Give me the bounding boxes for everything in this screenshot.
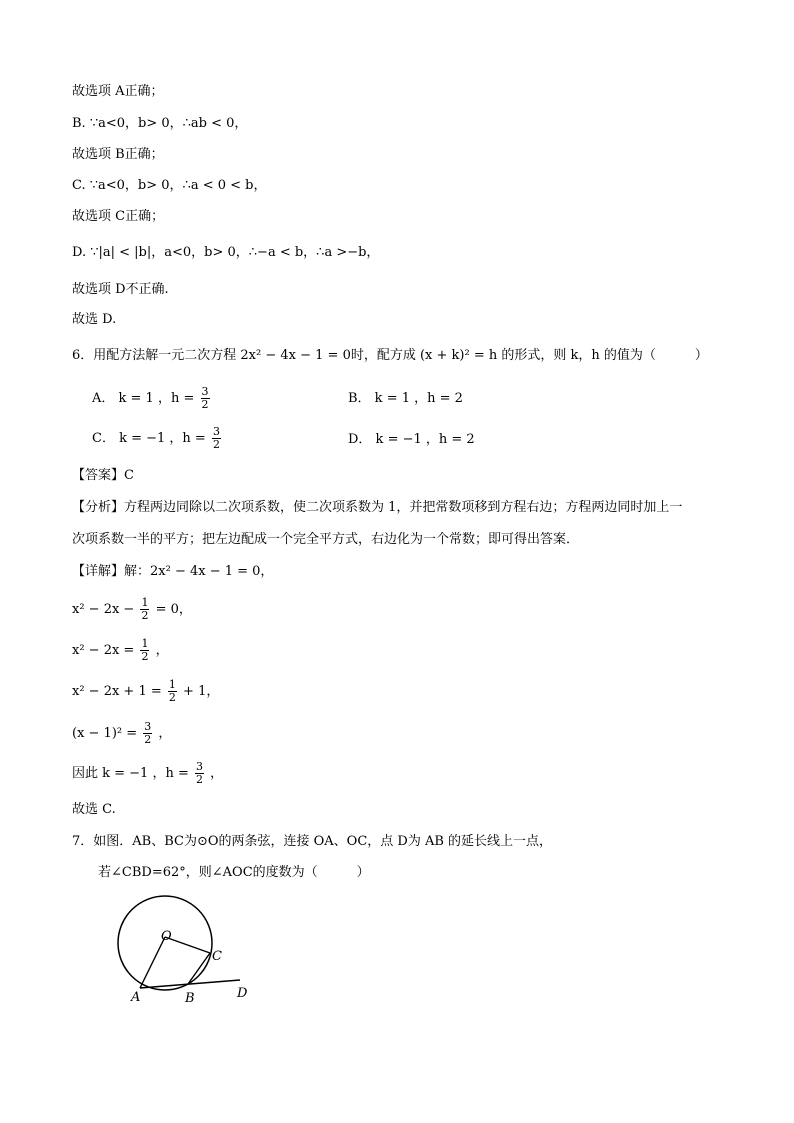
label-d: D bbox=[237, 986, 248, 1001]
text-line: 故选 D. bbox=[72, 312, 117, 327]
fraction: $\frac{3}{2}$ bbox=[212, 425, 220, 451]
circle-figure bbox=[100, 892, 270, 1012]
step-3: x² − 2x + 1 = $\frac{1}{2}$ + 1， bbox=[72, 678, 220, 704]
step-5: 因此 k = −1 ，h = $\frac{3}{2}$ ， bbox=[72, 760, 224, 786]
label-a: A bbox=[131, 990, 141, 1005]
text-line: 故选项 D不正确. bbox=[72, 282, 169, 297]
option-b: B． k = 1 ，h = 2 bbox=[348, 391, 463, 406]
conclusion: 故选 C. bbox=[72, 802, 116, 817]
text-line: C. ∵a<0，b> 0，∴a < 0 < b， bbox=[72, 178, 267, 193]
answer: 【答案】C bbox=[72, 468, 134, 483]
text-line: D. ∵|a| < |b|，a<0，b> 0，∴−a < b，∴a >−b， bbox=[72, 245, 380, 260]
question-7-stem-2: 若∠CBD=62°，则∠AOC的度数为（ ） bbox=[98, 865, 370, 880]
label-o: O bbox=[161, 929, 172, 944]
option-c: C． k = −1 ，h = $\frac{3}{2}$ bbox=[92, 425, 220, 451]
analysis-line-1: 【分析】方程两边同除以二次项系数，使二次项系数为 1，并把常数项移到方程右边；方程两边同时加上一 bbox=[72, 500, 683, 515]
text-line: 故选项 C正确； bbox=[72, 209, 165, 224]
option-a: A． k = 1 ，h = $\frac{3}{2}$ bbox=[92, 385, 209, 411]
fraction: $\frac{3}{2}$ bbox=[201, 385, 209, 411]
text-line: 故选项 A正确； bbox=[72, 84, 164, 99]
question-7-stem-1: 7．如图．AB、BC为⊙O的两条弦，连接 OA、OC，点 D为 AB 的延长线上一点， bbox=[72, 834, 553, 849]
label-b: B bbox=[185, 991, 195, 1006]
option-d: D． k = −1 ，h = 2 bbox=[348, 432, 475, 447]
step-4: (x − 1)² = $\frac{3}{2}$ ， bbox=[72, 720, 172, 746]
label-c: C bbox=[212, 949, 222, 964]
analysis-line-2: 次项系数一半的平方；把左边配成一个完全平方式，右边化为一个常数；即可得出答案． bbox=[72, 532, 580, 547]
text-line: B. ∵a<0，b> 0，∴ab < 0， bbox=[72, 116, 248, 131]
detail-heading: 【详解】解：2x² − 4x − 1 = 0， bbox=[72, 564, 274, 579]
step-1: x² − 2x − $\frac{1}{2}$ = 0， bbox=[72, 596, 192, 622]
segment-oc bbox=[165, 937, 210, 953]
segment-bc bbox=[188, 953, 210, 984]
step-2: x² − 2x = $\frac{1}{2}$ ， bbox=[72, 637, 169, 663]
text-line: 故选项 B正确； bbox=[72, 147, 164, 162]
question-6-stem: 6．用配方法解一元二次方程 2x² − 4x − 1 = 0时，配方成 (x + k)² = h 的形式，则 k，h 的值为（ ） bbox=[72, 348, 708, 363]
segment-oa bbox=[140, 937, 165, 988]
